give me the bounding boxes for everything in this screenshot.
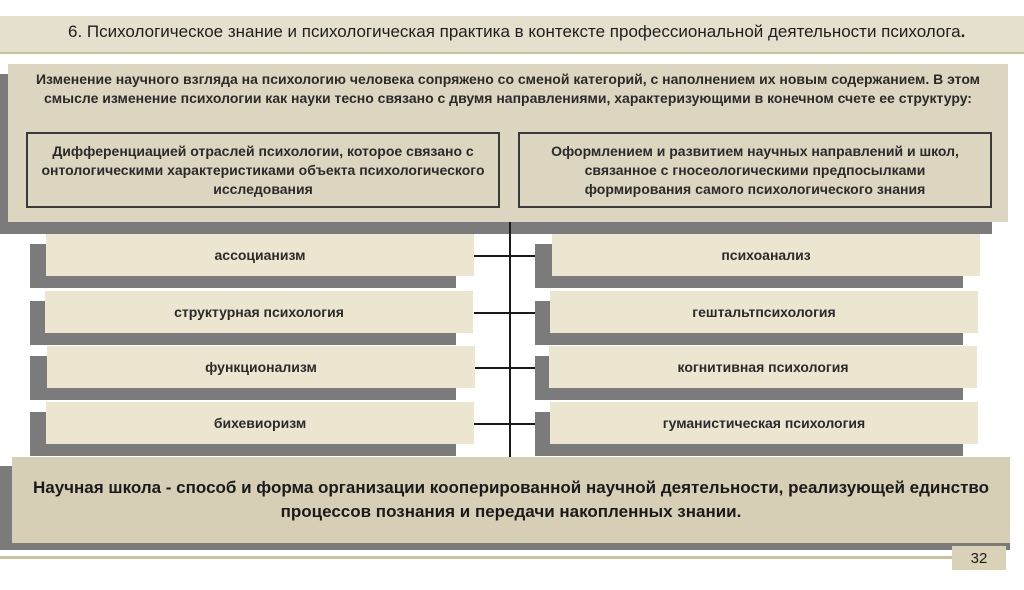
intro-text: Изменение научного взгляда на психологию человека сопряжено со сменой категорий, с наполнением их новым содержанием. В этом смысле изменение психологии как науки тесно связано с двумя направлениями, характеризующими в конечном счете ее структуру: <box>35 71 981 106</box>
definition-box: Научная школа - способ и форма организации кооперированной научной деятельности, реализующей единство процессов познания и передачи накопленных знании. <box>12 457 1010 543</box>
right-item-3: когнитивная психология <box>549 346 977 388</box>
slide-title-text: 6. Психологическое знание и психологическая практика в контексте профессиональной деятельности психолога <box>68 22 961 41</box>
left-item-3: функционализм <box>47 346 475 388</box>
right-direction-box: Оформлением и развитием научных направлений и школ, связанное с гносеологическими предпосылками формирования самого психологического знания <box>518 132 992 208</box>
slide-title-dot: . <box>960 22 966 41</box>
right-item-1: психоанализ <box>552 234 980 276</box>
left-direction-box: Дифференциацией отраслей психологии, которое связано с онтологическими характеристиками объекта психологического исследования <box>26 132 500 208</box>
left-item-1: ассоцианизм <box>46 234 474 276</box>
footer-line <box>0 556 952 559</box>
left-item-4: бихевиоризм <box>46 402 474 444</box>
slide-title <box>68 22 965 42</box>
left-item-2: структурная психология <box>45 291 473 333</box>
page-number: 32 <box>952 546 1006 570</box>
right-item-2: гештальтпсихология <box>550 291 978 333</box>
main-panel <box>8 64 1008 222</box>
title-bar <box>0 16 1024 54</box>
right-item-4: гуманистическая психология <box>550 402 978 444</box>
